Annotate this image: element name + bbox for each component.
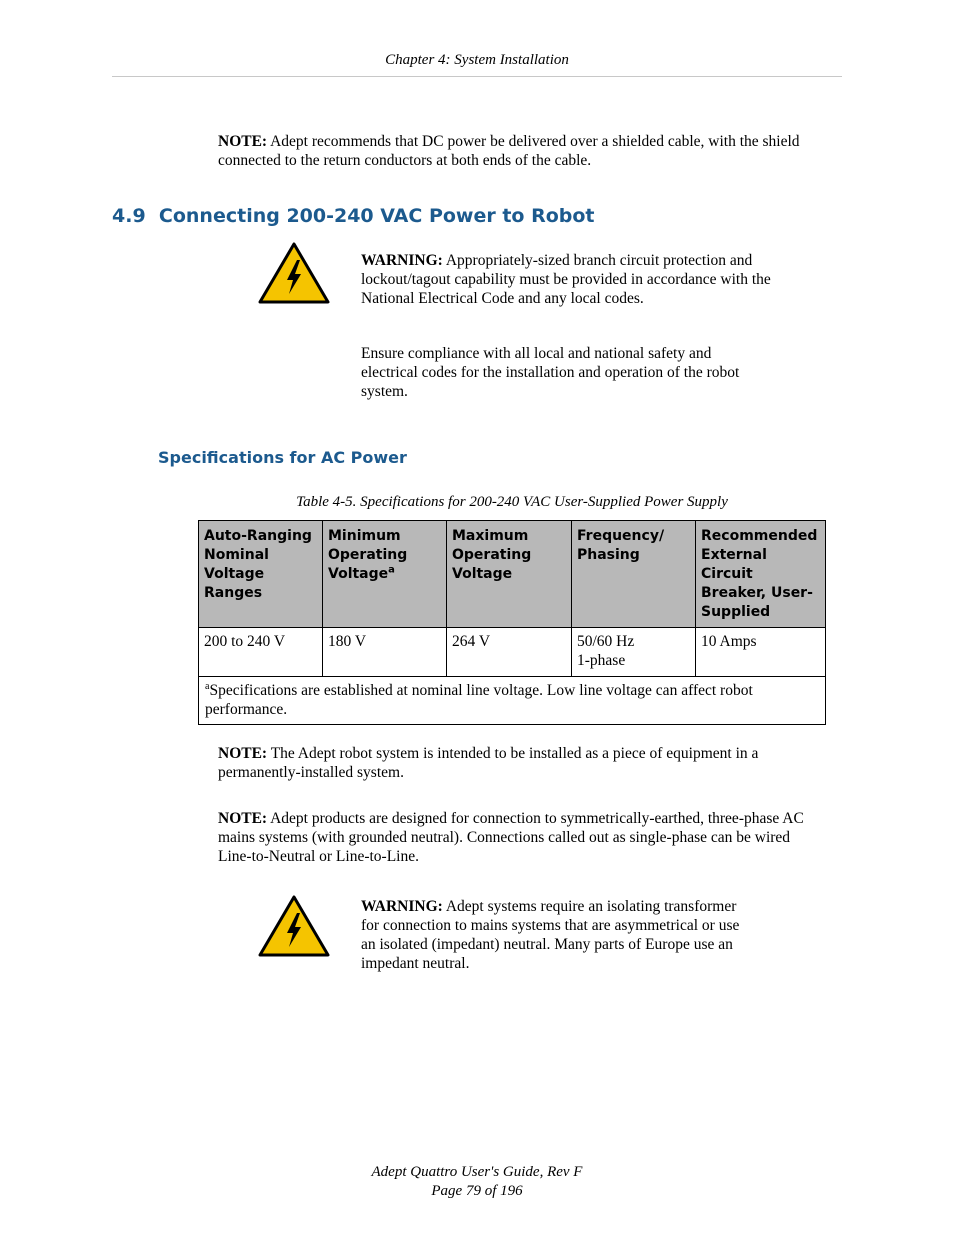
note-label: NOTE:	[218, 133, 268, 150]
footnote-text: Specifications are established at nominal line voltage. Low line voltage can affect robot performance.	[205, 682, 753, 718]
footer-page-number: Page 79 of 196	[431, 1183, 523, 1199]
page-footer	[0, 1163, 954, 1201]
header-minimum-voltage	[323, 521, 447, 628]
cell-maximum-voltage: 264 V	[447, 628, 572, 677]
header-maximum-voltage: Maximum Operating Voltage	[447, 521, 572, 628]
warning-text: Appropriately-sized branch circuit protection and lockout/tagout capability must be provided in accordance with the National Electrical Code and any local codes.	[361, 252, 771, 307]
subsection-heading: Specifications for AC Power	[158, 448, 407, 467]
warning-label: WARNING:	[361, 898, 443, 915]
note-text: Adept recommends that DC power be delivered over a shielded cable, with the shield connected to the return conductors at both ends of the cable.	[218, 133, 800, 169]
note-dc-power	[218, 132, 808, 170]
cell-voltage-range: 200 to 240 V	[199, 628, 323, 677]
note-permanent-installation	[218, 744, 803, 782]
header-rule	[112, 76, 842, 77]
table-row	[199, 628, 826, 677]
table-caption: Table 4-5. Specifications for 200-240 VAC User-Supplied Power Supply	[296, 494, 728, 510]
note-text: The Adept robot system is intended to be installed as a piece of equipment in a permanently-installed system.	[218, 745, 759, 781]
cell-circuit-breaker: 10 Amps	[696, 628, 826, 677]
running-header: Chapter 4: System Installation	[385, 52, 569, 68]
note-text: Adept products are designed for connection to symmetrically-earthed, three-phase AC mains systems (with grounded neutral). Connections called out as single-phase can be wired Line-to-Neutral or Line-to-Line.	[218, 810, 804, 865]
footnote-ref: a	[388, 564, 395, 576]
cell-minimum-voltage: 180 V	[323, 628, 447, 677]
electrical-hazard-warning-icon	[258, 895, 330, 957]
warning-label: WARNING:	[361, 252, 443, 269]
table-footnote-row	[199, 677, 826, 725]
warning-compliance: Ensure compliance with all local and national safety and electrical codes for the installation and operation of the robot system.	[361, 345, 740, 400]
footnote-marker: a	[205, 680, 210, 692]
header-minimum-voltage-label: Minimum Operating Voltage	[328, 528, 408, 582]
warning-text: Adept systems require an isolating transformer for connection to mains systems that are asymmetrical or use an isolated (impedant) neutral. Many parts of Europe use an impedant neutral.	[361, 898, 740, 972]
section-heading	[112, 205, 595, 227]
header-frequency-phasing: Frequency/ Phasing	[572, 521, 696, 628]
cell-frequency: 50/60 Hz	[577, 633, 635, 650]
note-symmetrical-earthing	[218, 809, 808, 866]
cell-frequency-phasing	[572, 628, 696, 677]
cell-phasing: 1-phase	[577, 652, 626, 669]
footer-guide-title: Adept Quattro User's Guide, Rev F	[371, 1164, 583, 1180]
header-circuit-breaker: Recommended External Circuit Breaker, User-Supplied	[696, 521, 826, 628]
table-header-row	[199, 521, 826, 628]
table-footnote	[199, 677, 826, 725]
warning-branch-circuit	[361, 251, 771, 308]
section-title: Connecting 200-240 VAC Power to Robot	[158, 205, 595, 227]
section-number: 4.9	[112, 205, 146, 227]
electrical-hazard-warning-icon	[258, 242, 330, 304]
ac-power-spec-table	[198, 520, 826, 725]
note-label: NOTE:	[218, 745, 268, 762]
note-label: NOTE:	[218, 810, 268, 827]
header-voltage-ranges: Auto-Ranging Nominal Voltage Ranges	[199, 521, 323, 628]
warning-isolating-transformer	[361, 897, 741, 973]
